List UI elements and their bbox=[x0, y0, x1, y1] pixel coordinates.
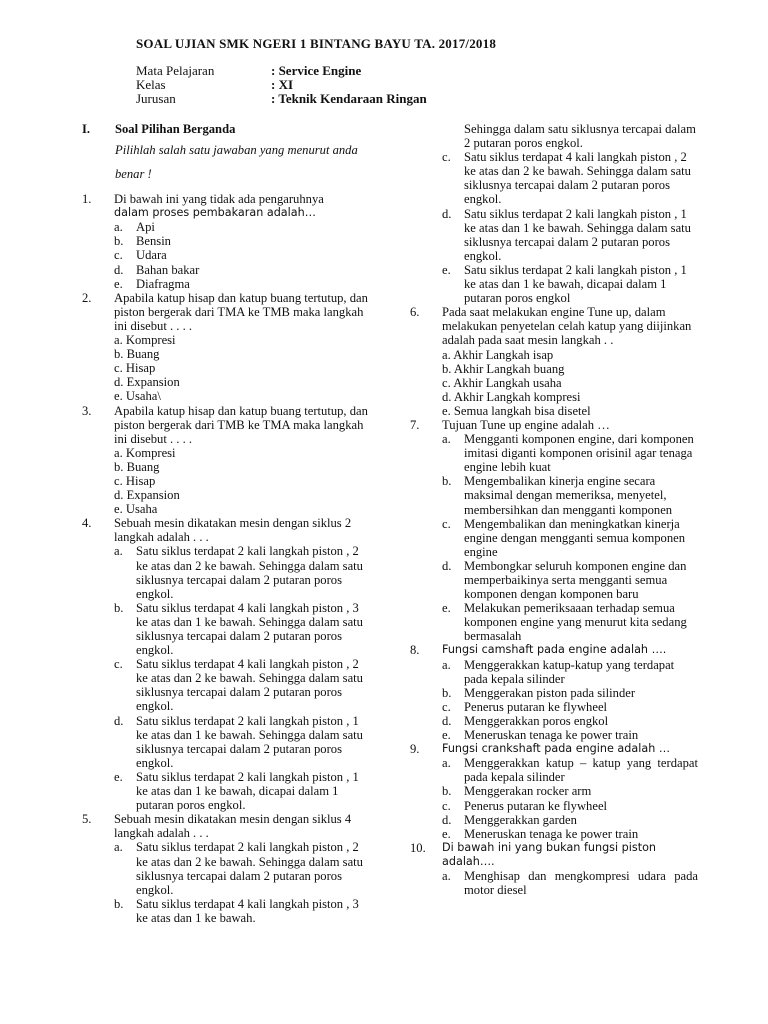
option: b. Satu siklus terdapat 4 kali langkah piston , 3 ke atas dan 1 ke bawah. bbox=[114, 896, 359, 925]
question-number: 6. bbox=[410, 305, 420, 320]
meta-value: : Teknik Kendaraan Ringan bbox=[271, 91, 427, 107]
option: d. Menggerakkan poros engkol bbox=[442, 713, 609, 728]
question-4 bbox=[82, 516, 372, 812]
option: a. Menghisap dan mengkompresi udara pada motor diesel bbox=[442, 868, 698, 898]
question-text: Sebuah mesin dikatakan mesin dengan siklus 4 langkah adalah . . . bbox=[114, 812, 352, 841]
option: c. Mengembalikan dan meningkatkan kinerja engine dengan mengganti semua komponen engine bbox=[442, 516, 686, 559]
left-column bbox=[82, 122, 372, 925]
question-3 bbox=[82, 404, 372, 517]
question-text: Fungsi camshaft pada engine adalah …. bbox=[442, 643, 667, 657]
question-5-continued bbox=[410, 122, 698, 305]
question-number: 3. bbox=[82, 403, 92, 418]
option: e. Semua langkah bisa disetel bbox=[442, 403, 591, 418]
meta-label: Kelas bbox=[136, 77, 166, 93]
section-heading bbox=[82, 122, 372, 136]
exam-title: SOAL UJIAN SMK NGERI 1 BINTANG BAYU TA. 2017/2018 bbox=[136, 36, 497, 51]
section-instruction: Pilihlah salah satu jawaban yang menurut anda benar ! bbox=[115, 143, 358, 182]
option: a. Menggerakkan katup-katup yang terdapat pada kepala silinder bbox=[442, 657, 675, 686]
option: e. Melakukan pemeriksaaan terhadap semua komponen engine yang menurut kita sedang bermasalah bbox=[442, 601, 687, 644]
option: e. Usaha bbox=[114, 502, 158, 517]
option: e. Meneruskan tenaga ke power train bbox=[442, 826, 639, 841]
option: c. Penerus putaran ke flywheel bbox=[442, 798, 608, 813]
question-number: 2. bbox=[82, 290, 92, 305]
question-6 bbox=[410, 305, 698, 418]
option: b. Satu siklus terdapat 4 kali langkah piston , 3 ke atas dan 1 ke bawah. Sehingga dalam satu siklusnya tercapai dalam 2 putaran poros engkol. bbox=[114, 600, 363, 658]
question-text: Tujuan Tune up engine adalah … bbox=[442, 417, 610, 432]
option: e. Meneruskan tenaga ke power train bbox=[442, 728, 639, 743]
option: b. Menggerakan rocker arm bbox=[442, 784, 592, 799]
option: b. Menggerakan piston pada silinder bbox=[442, 685, 636, 700]
option: b. Buang bbox=[114, 347, 160, 362]
meta-row-subject bbox=[136, 64, 427, 78]
question-5 bbox=[82, 812, 372, 925]
option: e. Satu siklus terdapat 2 kali langkah piston , 1 ke atas dan 1 ke bawah, dicapai dalam 1 putaran poros engkol. bbox=[114, 769, 359, 813]
question-text: dalam proses pembakaran adalah… bbox=[114, 206, 316, 220]
question-text: Sebuah mesin dikatakan mesin dengan siklus 2 langkah adalah . . . bbox=[114, 516, 352, 545]
option: c. Satu siklus terdapat 4 kali langkah piston , 2 ke atas dan 2 ke bawah. Sehingga dalam satu siklusnya tercapai dalam 2 putaran poros engkol. bbox=[442, 150, 691, 207]
option: b. Akhir Langkah buang bbox=[442, 361, 565, 376]
meta-row-class bbox=[136, 78, 427, 92]
option: b. Bensin bbox=[114, 234, 171, 249]
option: d. Akhir Langkah kompresi bbox=[442, 389, 581, 404]
option: a. Mengganti komponen engine, dari komponen imitasi diganti komponen orisinil agar tenaga engine lebih kuat bbox=[442, 432, 694, 475]
option: d. Membongkar seluruh komponen engine dan memperbaikinya serta mengganti semua komponen dengan komponen baru bbox=[442, 558, 687, 602]
option: b. Mengembalikan kinerja engine secara maksimal dengan memeriksa, menyetel, membersihkan dan mengganti komponen bbox=[442, 474, 673, 517]
question-1 bbox=[82, 192, 372, 291]
question-text: Apabila katup hisap dan katup buang tertutup, dan piston bergerak dari TMB ke TMA maka langkah ini disebut . . . . bbox=[114, 403, 368, 446]
option: e. Usaha\ bbox=[114, 389, 161, 404]
option: c. Satu siklus terdapat 4 kali langkah piston , 2 ke atas dan 2 ke bawah. Sehingga dalam satu siklusnya tercapai dalam 2 putaran poros engkol. bbox=[114, 657, 363, 714]
option: b. Buang bbox=[114, 459, 160, 474]
option: c. Udara bbox=[114, 248, 167, 263]
question-number: 7. bbox=[410, 417, 420, 432]
option: d. Expansion bbox=[114, 375, 180, 390]
section-title: Soal Pilihan Berganda bbox=[115, 122, 236, 136]
question-10 bbox=[410, 841, 698, 897]
option: e. Diafragma bbox=[114, 276, 190, 291]
option: c. Hisap bbox=[114, 473, 156, 488]
question-number: 5. bbox=[82, 812, 92, 827]
option: c. Akhir Langkah usaha bbox=[442, 375, 562, 390]
question-number: 1. bbox=[82, 192, 92, 207]
option: d. Menggerakkan garden bbox=[442, 812, 577, 827]
question-text: Di bawah ini yang tidak ada pengaruhnya bbox=[114, 192, 324, 207]
option: d. Expansion bbox=[114, 488, 180, 503]
option: a. Kompresi bbox=[114, 333, 176, 348]
option: d. Bahan bakar bbox=[114, 262, 200, 277]
option: d. Satu siklus terdapat 2 kali langkah piston , 1 ke atas dan 1 ke bawah. Sehingga dalam satu siklusnya tercapai dalam 2 putaran poros engkol. bbox=[442, 206, 691, 263]
option-continuation: Sehingga dalam satu siklusnya tercapai dalam 2 putaran poros engkol. bbox=[464, 122, 696, 151]
option: a. Akhir Langkah isap bbox=[442, 347, 554, 362]
option: c. Hisap bbox=[114, 361, 156, 376]
meta-value: : XI bbox=[271, 77, 294, 93]
option: e. Satu siklus terdapat 2 kali langkah piston , 1 ke atas dan 1 ke bawah, dicapai dalam 1 putaran poros engkol bbox=[442, 262, 687, 306]
question-7 bbox=[410, 418, 698, 644]
option: a. Satu siklus terdapat 2 kali langkah piston , 2 ke atas dan 2 ke bawah. Sehingga dalam satu siklusnya tercapai dalam 2 putaran poros engkol. bbox=[114, 840, 363, 897]
meta-value: : Service Engine bbox=[271, 63, 362, 78]
question-number: 8. bbox=[410, 643, 420, 658]
option: a. Kompresi bbox=[114, 445, 176, 460]
question-text: Apabila katup hisap dan katup buang tertutup, dan piston bergerak dari TMA ke TMB maka langkah ini disebut . . . . bbox=[114, 290, 368, 333]
question-text: adalah…. bbox=[442, 854, 495, 868]
meta-label: Mata Pelajaran bbox=[136, 63, 215, 78]
question-text: Di bawah ini yang bukan fungsi piston bbox=[442, 840, 657, 854]
option: c. Penerus putaran ke flywheel bbox=[442, 699, 608, 714]
section-number: I. bbox=[82, 122, 91, 136]
meta-label: Jurusan bbox=[136, 91, 176, 107]
option: a. Api bbox=[114, 220, 155, 235]
option: a. Menggerakkan katup – katup yang terdapat pada kepala silinder bbox=[442, 756, 698, 785]
meta-row-major bbox=[136, 92, 427, 106]
question-text: Fungsi crankshaft pada engine adalah … bbox=[442, 742, 671, 756]
question-8 bbox=[410, 643, 698, 742]
question-2 bbox=[82, 291, 372, 404]
question-number: 4. bbox=[82, 516, 92, 531]
question-9 bbox=[410, 742, 698, 841]
question-number: 10. bbox=[410, 840, 426, 855]
question-number: 9. bbox=[410, 742, 420, 757]
question-text: Pada saat melakukan engine Tune up, dalam melakukan penyetelan celah katup yang diijinkan adalah pada saat mesin langkah . . bbox=[442, 305, 692, 348]
right-column bbox=[410, 122, 698, 897]
option: d. Satu siklus terdapat 2 kali langkah piston , 1 ke atas dan 1 ke bawah. Sehingga dalam satu siklusnya tercapai dalam 2 putaran poros engkol. bbox=[114, 713, 363, 770]
option: a. Satu siklus terdapat 2 kali langkah piston , 2 ke atas dan 2 ke bawah. Sehingga dalam satu siklusnya tercapai dalam 2 putaran poros engkol. bbox=[114, 544, 363, 601]
exam-meta bbox=[136, 64, 427, 107]
